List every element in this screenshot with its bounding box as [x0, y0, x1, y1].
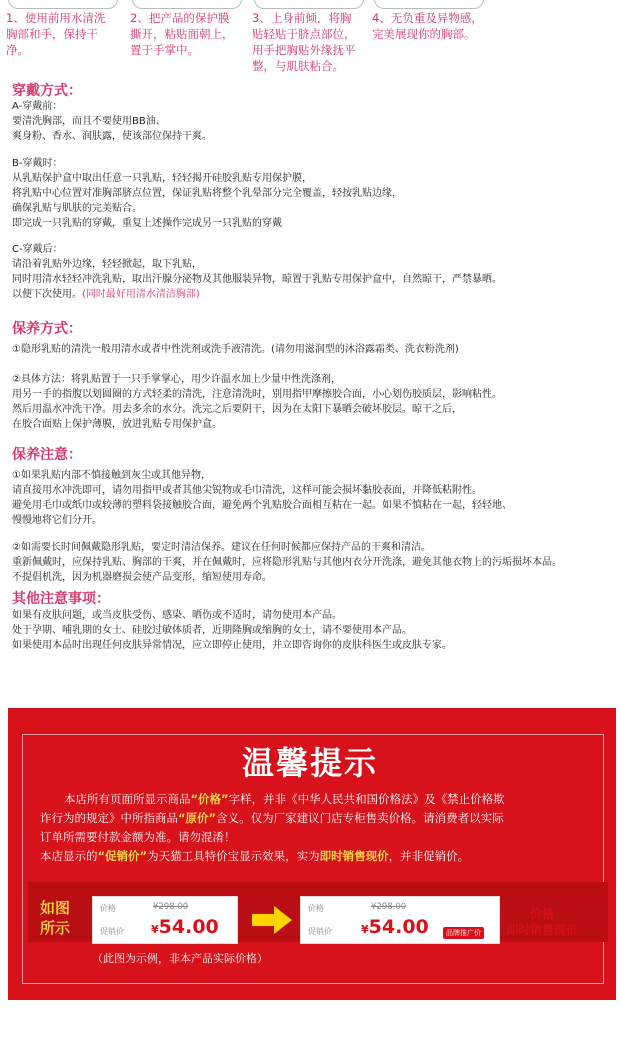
care-title: 保养方式： [12, 321, 82, 337]
price-box-before [92, 896, 238, 944]
wear-title: 穿戴方式： [12, 83, 82, 99]
step-1-text: 1、使用前用水清洗 胸部和手，保持干 净。 [6, 11, 106, 57]
current-price: ¥54.00 [151, 916, 219, 938]
step-2-text: 2、把产品的保护膜 撕开，粘贴面朝上， 置于手掌中。 [130, 11, 234, 57]
wear-c-head: C-穿戴后： [12, 244, 63, 255]
step-4 [372, 0, 496, 76]
step-image-frame [8, 0, 118, 9]
care-p1: ①隐形乳贴的清洗一般用清水或者中性洗剂或洗手液清洗。(请勿用滋润型的沐浴露霜类、洗衣粉洗剂) [12, 344, 459, 355]
example-label: 如图 所示 [40, 899, 71, 937]
price-box-after [300, 896, 500, 944]
step-image-frame [374, 0, 484, 9]
brand-promo-badge: 品牌推广价 [443, 927, 484, 939]
promo-label: 促销价 [308, 927, 332, 936]
notice-paragraph: 本店所有页面所显示商品“价格”字样，并非《中华人民共和国价格法》及《禁止价格欺 诈行为的规定》中所指商品“原价”含义。仅为厂家建议门店专柜售卖价格。请消费者以实际 订单所需要付款金额为准。请勿混淆！ 本店显示的“促销价”为天猫工具特价宝显示效果，实为即时销售现价，并非促销价。 [40, 792, 505, 863]
step-2 [130, 0, 250, 76]
wear-b: B-穿戴时： 从乳贴保护盒中取出任意一只乳贴，轻轻揭开硅胶乳贴专用保护膜， 将乳贴中心位置对准胸部脐点位置，保证乳贴将整个乳晕部分完全覆盖，轻按乳贴边缘， 确保乳贴与肌肤的完美贴合。 即完成一只乳贴的穿戴，重复上述操作完成另一只乳贴的穿戴 [12, 156, 612, 231]
wear-c: C-穿戴后： 请沿着乳贴外边缘，轻轻掀起，取下乳贴， 同时用清水轻轻冲洗乳贴，取出汗腺分泌物及其他服装异物，晾置于乳贴专用保护盒中，自然晾干，严禁暴晒。 以便下次使用。(同时最好用清水清洁胸部) [12, 242, 612, 302]
step-image-frame [254, 0, 364, 9]
promo-label: 促销价 [100, 927, 124, 936]
other-title: 其他注意事项： [12, 591, 110, 607]
instant-price-label: 价格 即时销售现价 [506, 907, 579, 937]
notes-p2: ②如需要长时间佩戴隐形乳贴，要定时清洁保养。建议在任何时候都应保持产品的干爽和清洁。 重新佩戴时，应保持乳贴、胸部的干爽，并在佩戴时，应将隐形乳贴与其他内衣分开洗涤，避免其他衣物上的污垢损坏本品。 不提倡机洗，因为机器磨损会使产品变形，缩短使用寿命。 [12, 542, 562, 583]
original-price: ¥298.00 [153, 902, 189, 912]
original-price: ¥298.00 [371, 902, 407, 912]
other-list: 如果有皮肤问题，或当皮肤受伤、感染、晒伤或不适时，请勿使用本产品。 处于孕期、哺乳期的女士、硅胶过敏体质者，近期隆胸或缩胸的女士，请不要使用本产品。 如果使用本品时出现任何皮肤异常情况，应立即停止使用，并立即咨询你的皮肤科医生或皮肤专家。 [12, 610, 452, 651]
step-1 [6, 0, 126, 76]
wear-a: A-穿戴前： 要清洗胸部，而且不要使用BB油、 爽身粉、香水、润肤露，使该部位保持干爽。 [12, 99, 612, 144]
wear-b-head: B-穿戴时： [12, 158, 63, 169]
step-3 [252, 0, 372, 76]
wear-c-highlight: (同时最好用清水清洁胸部) [82, 289, 200, 300]
current-price: ¥54.00 [361, 916, 429, 938]
step-4-text: 4、无负重及异物感， 完美展现你的胸部。 [372, 11, 483, 41]
notes-p1: ①如果乳贴内部不慎接触到灰尘或其他异物， 请直接用水冲洗即可，请勿用指甲或者其他尖锐物或毛巾清洗，这样可能会损坏黏胶表面，并降低粘附性。 避免用毛巾或纸巾或较薄的塑料袋接触胶合面，避免两个乳贴胶合面相互粘在一起。如果不慎粘在一起，轻轻地、 慢慢地将它们分开。 [12, 470, 512, 526]
wear-a-head: A-穿戴前： [12, 101, 63, 112]
step-image-frame [132, 0, 242, 9]
example-caption: （此图为示例，非本产品实际价格） [92, 952, 268, 965]
step-3-text: 3、上身前倾，将胸 贴轻贴于脐点部位， 用手把胸贴外缘抚平 整，与肌肤粘合。 [252, 11, 356, 73]
price-label: 价格 [308, 904, 324, 913]
steps-header [0, 0, 620, 78]
price-label: 价格 [100, 904, 116, 913]
care-p2: ②具体方法：将乳贴置于一只手掌掌心，用少许温水加上少量中性洗涤剂， 用另一手的指腹以划圆圈的方式轻柔的清洗，注意清洗时，别用指甲摩擦胶合面，小心划伤胶质层，影响粘性。 然后用温水冲洗干净。用去多余的水分。洗完之后要阴干，因为在太阳下暴晒会破坏胶层。晾干之后， 在胶合面贴上保护薄膜，放进乳贴专用保护盒。 [12, 374, 502, 430]
notes-title: 保养注意： [12, 447, 82, 463]
arrow-right-icon [252, 906, 292, 934]
notice-title: 温馨提示 [241, 744, 378, 782]
